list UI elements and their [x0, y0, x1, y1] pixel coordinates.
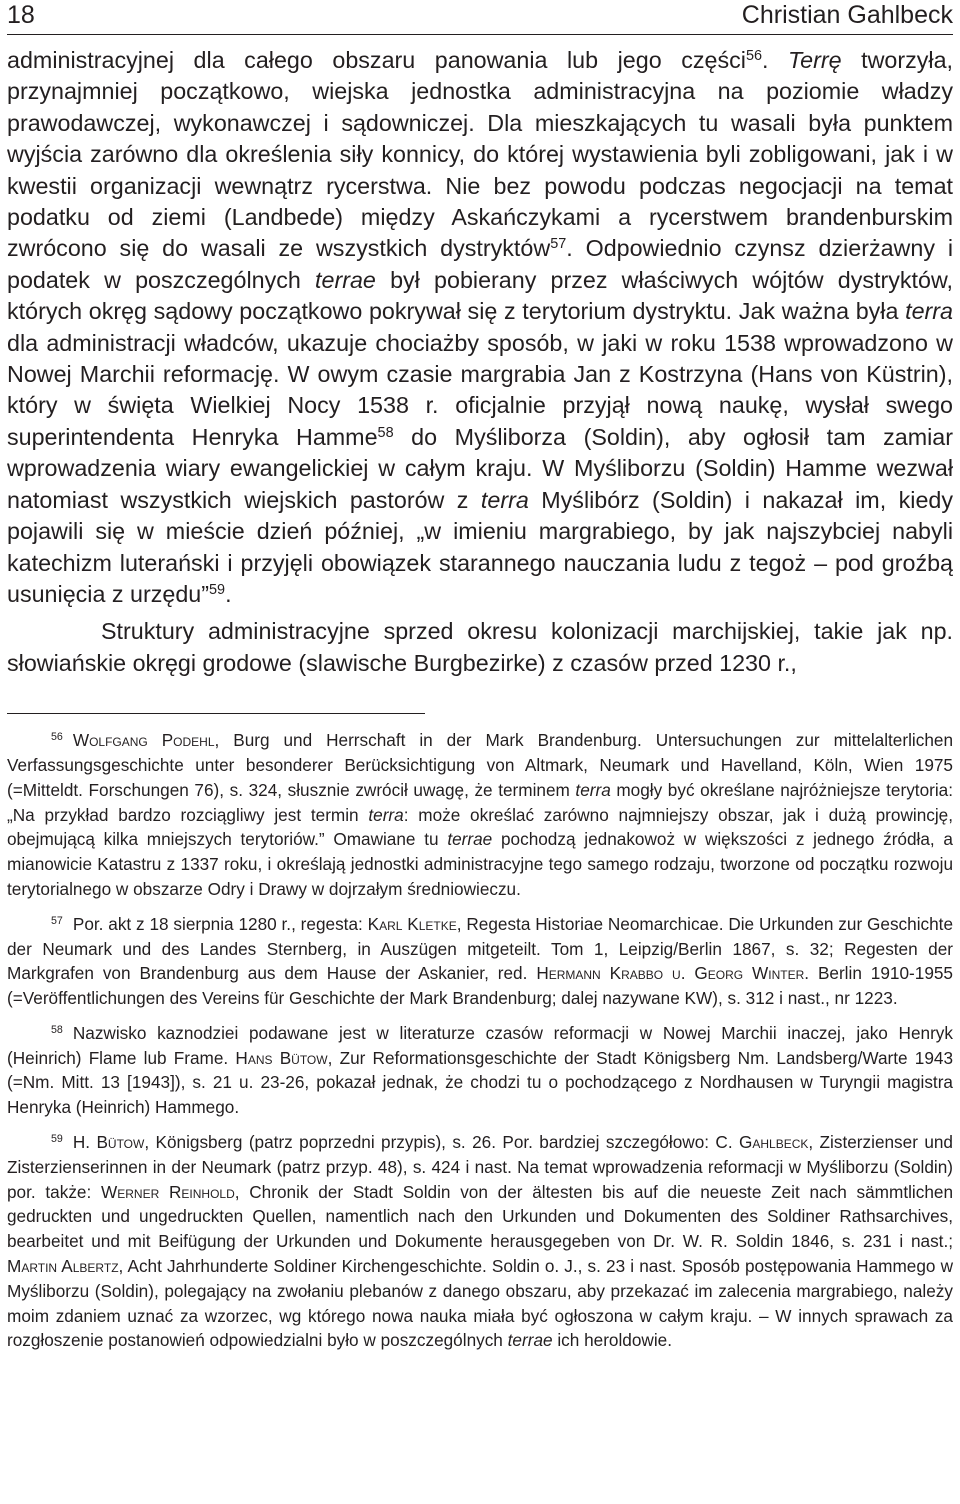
footnote-59: $^{59}$ H. Bütow, Königsberg (patrz poprzedni przypis), s. 26. Por. bardziej szczegółowo: C. Gahlbeck, Zisterzienser und Zisterzienserinnen in der Neumark (patrz przyp. 48), s. 424 i nast. Na temat wprowadzenia reformacji w Myśliborzu (Soldin) por. także: Werner Reinhold, Chronik der Stadt Soldin von der ältesten bis auf die neueste Zeit nach sämmtlichen gedruckten und ungedruckten Quellen, namentlich nach den Urkunden und Dokumenten des Soldiner Rathsarchives, bearbeitet und mit Beifügung der Urkunden und Dokumente herausgegeben von Dr. W. R. Soldin 1846, s. 231 i nast.; Martin Albertz, Acht Jahrhunderte Soldiner Kirchengeschichte. Soldin o. J., s. 23 i nast. Sposób postępowania Hammego w Myśliborzu (Soldin), polegający na zwołaniu plebanów z danego obszaru, aby przekazać im zalecenia margrabiego, należy moim zdaniem uznać za wzorzec, wg którego nowa nauka miała być ogłoszona w całym kraju. – W innych sprawach za rozgłoszenie postanowień odpowiedzialni było w poszczególnych terrae ich heroldowie.	[7, 1132, 953, 1351]
main-text	[7, 45, 953, 679]
paragraph-1: administracyjnej dla całego obszaru panowania lub jego części$^{56}$. Terrę tworzyła, przynajmniej początkowo, wiejska jednostka administracyjna na poziomie władzy prawodawczej, wykonawczej i sądowniczej. Dla mieszkających tu wasali była punktem wyjścia zarówno dla określenia siły konnicy, do której wystawienia byli zobligowani, jak i w kwestii organizacji wewnątrz rycerstwa. Nie bez powodu podczas negocjacji na temat podatku od ziemi (Landbede) między Askańczykami a rycerstwem brandenburskim zwrócono się do wasali ze wszystkich dystryktów$^{57}$. Odpowiednio czynsz dzierżawny i podatek w poszczególnych terrae był pobierany przez właściwych wójtów dystryktów, których okręg sądowy początkowo pokrywał się z terytorium dystryktu. Jak ważna była terra dla administracji władców, ukazuje chociażby sposób, w jaki w roku 1538 wprowadzono w Nowej Marchii reformację. W owym czasie margrabia Jan z Kostrzyna (Hans von Küstrin), który w święta Wielkiej Nocy 1538 r. oficjalnie przyjął nową naukę, wysłał swego superintendenta Henryka Hamme$^{58}$ do Myśliborza (Soldin), aby ogłosił tam zamiar wprowadzenia wiary ewangelickiej w całym kraju. W Myśliborzu (Soldin) Hamme wezwał natomiast wszystkich wiejskich pastorów z terra Myślibórz (Soldin) i nakazał im, kiedy pojawili się w mieście dzień później, „w imieniu margrabiego, by jak najszybciej nabyli katechizm luterański i przyjęli obowiązek starannego nauczania ludu z tegoż – pod groźbą usunięcia z urzędu”$^{59}$.	[7, 47, 954, 607]
footnote-number: 59	[51, 1133, 63, 1146]
footnote-56: $^{56}$ Wolfgang Podehl, Burg und Herrschaft in der Mark Brandenburg. Untersuchungen zur mittelalterlichen Verfassungsgeschichte unter besonderer Berücksichtigung von Altmark, Neumark und Havelland, Köln, Wien 1975 (=Mitteldt. Forschungen 76), s. 324, słusznie zwrócił uwagę, że terminem terra mogły być określane najróżniejsze terytoria: „Na przykład bardzo rozciągliwy jest termin terra: może określać zarówno najmniejszy obszar, jak i dużą prowincję, obejmującą kilka mniejszych terytoriów.” Omawiane tu terrae pochodzą jednakowoż w większości z jednego źródła, a mianowicie Katastru z 1337 roku, i określają jednostki administracyjne tego samego rodzaju, tworzone od początku rozwoju terytorialnego w obszarze Odry i Drawy w dojrzałym średniowieczu.	[7, 730, 954, 899]
header-rule	[7, 34, 953, 35]
footnote-number: 58	[51, 1024, 63, 1037]
footnote-ref-56[interactable]: 56	[745, 48, 763, 65]
footnote-number: 57	[51, 914, 63, 927]
running-head-author: Christian Gahlbeck	[741, 1, 953, 29]
footnote-ref-57[interactable]: 57	[550, 236, 567, 253]
footnote-separator	[7, 713, 425, 714]
footnote-ref-58[interactable]: 58	[377, 424, 394, 441]
footnote-number: 56	[51, 731, 63, 744]
running-header	[7, 0, 953, 32]
footnote-ref-59[interactable]: 59	[209, 581, 226, 598]
footnote-58: $^{58}$ Nazwisko kaznodziei podawane jest w literaturze czasów reformacji w Nowej Marchii inaczej, jako Henryk (Heinrich) Flame lub Frame. Hans Bütow, Zur Reformationsgeschichte der Stadt Königsberg Nm. Landsberg/Warte 1943 (=Nm. Mitt. 13 [1943]), s. 21 u. 23-26, pokazał jednak, że chodzi tu o pochodzącego z Nordhausen w Turyngii magistra Henryka (Heinrich) Hammego.	[7, 1022, 954, 1118]
page-number: 18	[7, 1, 35, 29]
footnotes	[7, 728, 953, 1353]
paragraph-2: Struktury administracyjne sprzed okresu kolonizacji marchijskiej, takie jak np. słowiańskie okręgi grodowe (slawische Burgbezirke) z czasów przed 1230 r.,	[7, 618, 953, 676]
footnote-57: $^{57}$ Por. akt z 18 sierpnia 1280 r., regesta: Karl Kletke, Regesta Historiae Neomarchicae. Die Urkunden zur Geschichte der Neumark und des Landes Sternberg, in Auszügen mitgeteilt. Tom 1, Leipzig/Berlin 1867, s. 32; Regesten der Markgrafen von Brandenburg aus dem Hause der Askanier, red. Hermann Krabbo u. Georg Winter. Berlin 1910-1955 (=Veröffentlichungen des Vereins für Geschichte der Mark Brandenburg; dalej nazywane KW), s. 312 i nast., nr 1223.	[7, 913, 953, 1009]
